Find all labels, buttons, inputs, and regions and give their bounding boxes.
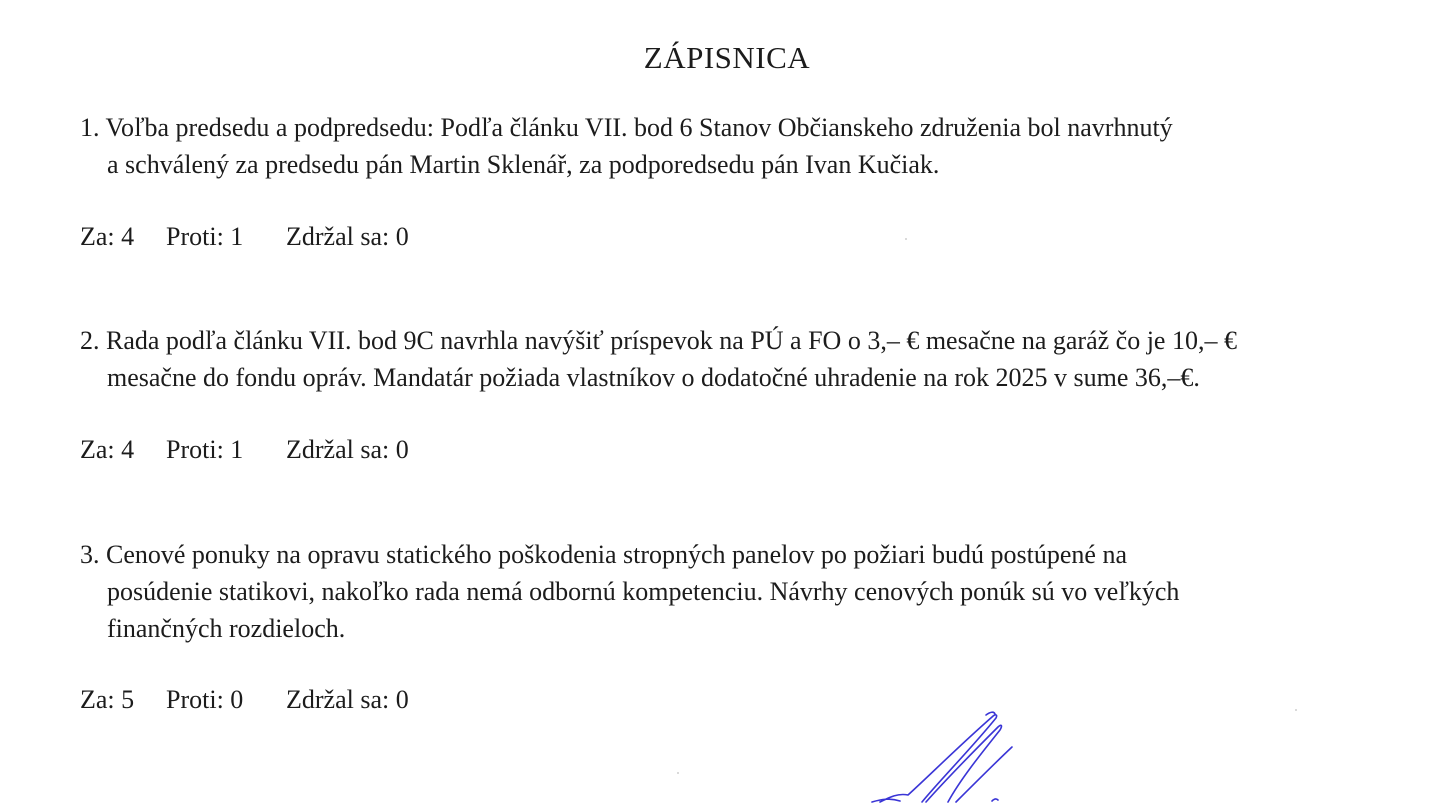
agenda-item-1 (80, 109, 1173, 183)
agenda-item-3-number: 3. (80, 540, 100, 569)
votes-abstain: Zdržal sa: 0 (286, 685, 409, 714)
scan-speck (677, 772, 679, 774)
agenda-item-1-number: 1. (80, 113, 100, 142)
agenda-item-2-line-2: mesačne do fondu opráv. Mandatár požiada vlastníkov o dodatočné uhradenie na rok 2025 v sume 36,–€. (107, 363, 1200, 392)
agenda-item-1-line-1 (80, 109, 1173, 146)
agenda-item-3 (80, 536, 1179, 647)
votes-for: Za: 4 (80, 222, 135, 251)
votes-item-1 (80, 222, 409, 252)
votes-abstain: Zdržal sa: 0 (286, 222, 409, 251)
agenda-item-3-line-1 (80, 536, 1179, 573)
handwritten-signature (860, 705, 1040, 805)
votes-item-2 (80, 435, 409, 465)
agenda-item-3-line-3: finančných rozdieloch. (107, 614, 346, 643)
agenda-item-1-line-2: a schválený za predsedu pán Martin Sklenář, za podporedsedu pán Ivan Kučiak. (107, 150, 940, 179)
votes-against: Proti: 1 (166, 435, 244, 464)
agenda-item-3-line-2: posúdenie statikovi, nakoľko rada nemá odbornú kompetenciu. Návrhy cenových ponúk sú vo veľkých (107, 577, 1180, 606)
votes-for: Za: 5 (80, 685, 135, 714)
votes-against: Proti: 1 (166, 222, 244, 251)
scan-speck (905, 238, 907, 240)
agenda-item-1-text-1: Voľba predsedu a podpredsedu: Podľa článku VII. bod 6 Stanov Občianskeho združenia bol navrhnutý (105, 113, 1173, 142)
agenda-item-2-line-1 (80, 322, 1237, 359)
scan-speck (1295, 709, 1297, 711)
agenda-item-3-text-1: Cenové ponuky na opravu statického poškodenia stropných panelov po požiari budú postúpené na (106, 540, 1127, 569)
votes-item-3 (80, 685, 409, 715)
document-title: ZÁPISNICA (643, 40, 811, 75)
votes-for: Za: 4 (80, 435, 135, 464)
agenda-item-2-number: 2. (80, 326, 100, 355)
agenda-item-2 (80, 322, 1237, 396)
votes-against: Proti: 0 (166, 685, 244, 714)
agenda-item-2-text-1: Rada podľa článku VII. bod 9C navrhla navýšiť príspevok na PÚ a FO o 3,– € mesačne na garáž čo je 10,– € (106, 326, 1237, 355)
votes-abstain: Zdržal sa: 0 (286, 435, 409, 464)
